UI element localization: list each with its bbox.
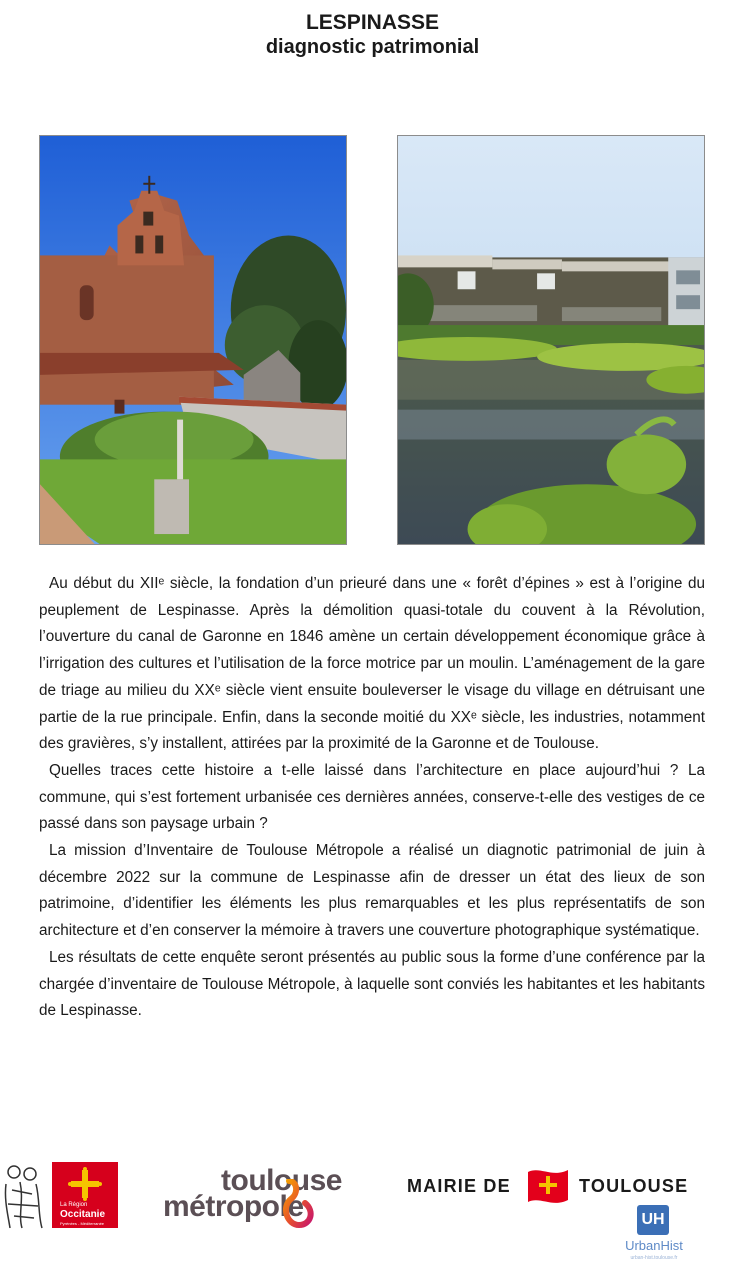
occitanie-logo: La Région Occitanie Pyrénées - Méditerranée: [52, 1162, 118, 1228]
pond-photo: [397, 135, 705, 545]
page-title: LESPINASSE: [305, 11, 440, 34]
partner-logos: [0, 1150, 745, 1267]
page-header: [0, 10, 745, 60]
paragraph: La mission d’Inventaire de Toulouse Métropole a réalisé un diagnotic patrimonial de juin à décembre 2022 sur la commune de Lespinasse afin de dresser un état des lieux de son patrimoine, d’identifier les éléments les plus remarquables et les plus représentatifs de son architecture et d’en conserver la mémoire à travers une couverture photographique systématique.: [39, 842, 705, 940]
paragraph: Les résultats de cette enquête seront présentés au public sous la forme d’une conférence par la chargée d’inventaire de Toulouse Métropole, à laquelle sont conviés les habitantes et les habitants de Lespinasse.: [39, 948, 705, 1020]
people-emblem-icon: [0, 1160, 46, 1230]
metropole-swirl-icon: [279, 1179, 319, 1229]
occitan-cross-icon: [60, 1166, 110, 1202]
body-text: [39, 571, 705, 1025]
urbanhist-logo: UH UrbanHist urban-hist.toulouse.fr: [612, 1205, 696, 1267]
page-subtitle: diagnostic patrimonial: [265, 36, 480, 58]
paragraph: Au début du XIIᵉ siècle, la fondation d’un prieuré dans une « forêt d’épines » est à l’origine du peuplement de Lespinasse. Après la démolition quasi-totale du couvent à la Révolution, l’ouverture du canal de Garonne en 1846 amène un certain développement économique grâce à l’irrigation des cultures et l’utilisation de la force motrice par un moulin. L’aménagement de la gare de triage au milieu du XXᵉ siècle vient ensuite bouleverser le visage du village en détruisant une partie de la rue principale. Enfin, dans la seconde moitié du XXᵉ siècle, les industries, notamment des gravières, s’y installent, attirées par la proximité de la Garonne et de Toulouse.: [39, 575, 705, 753]
paragraph: Quelles traces cette histoire a t-elle laissé dans l’architecture en place aujourd’hui ? La commune, qui s’est fortement urbanisée ces dernières années, conserve-t-elle des vestiges de ce passé dans son paysage urbain ?: [39, 761, 705, 833]
toulouse-flag-icon: [526, 1166, 570, 1206]
urbanhist-mark-icon: UH: [637, 1205, 669, 1235]
mairie-toulouse-logo: MAIRIE DE TOULOUSE: [407, 1166, 697, 1210]
church-photo: [39, 135, 347, 545]
toulouse-metropole-logo: toulouse métropole: [163, 1165, 363, 1225]
